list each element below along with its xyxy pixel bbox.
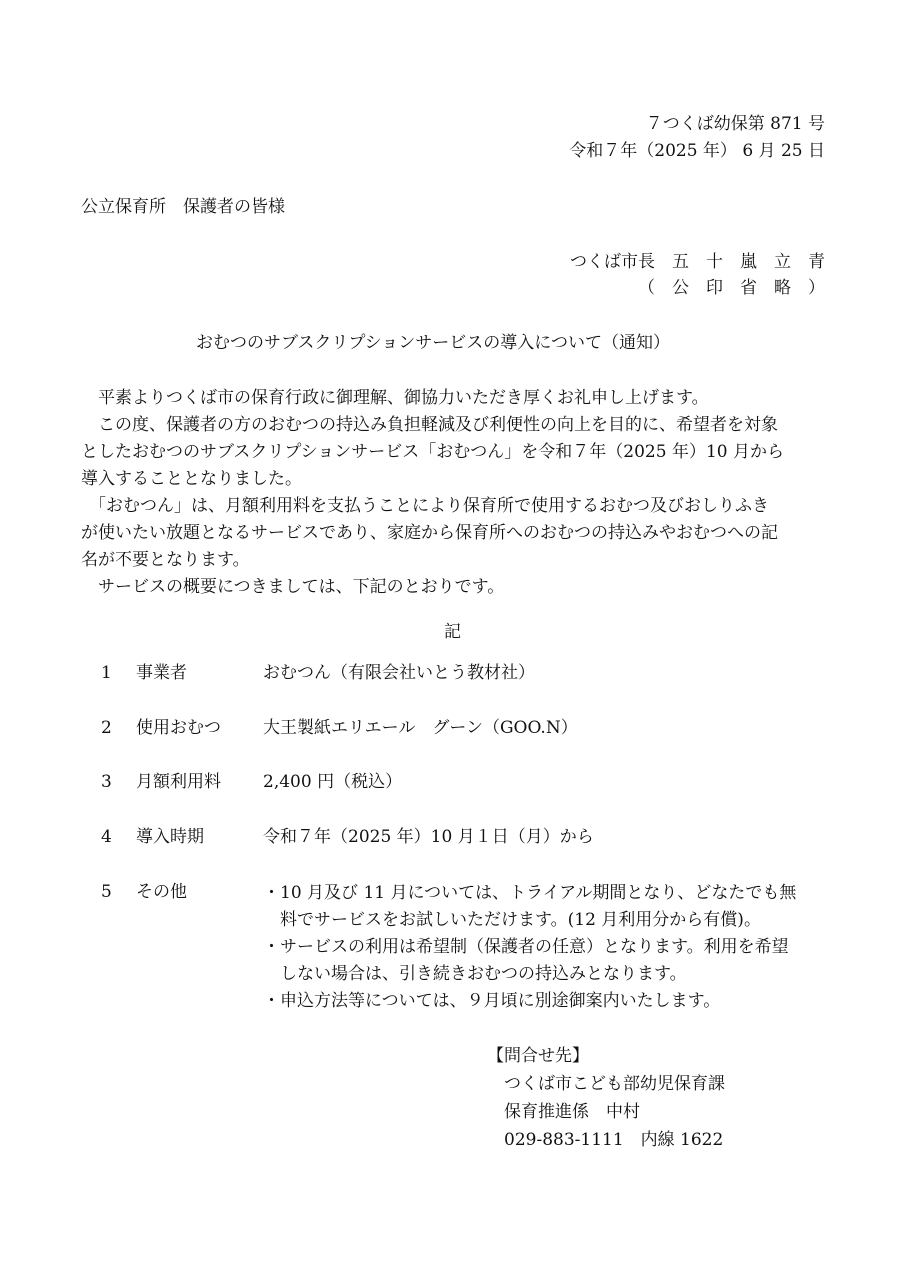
note-line: ・申込方法等については、９月頃に別途御案内いたします。 xyxy=(263,991,721,1011)
paragraph-line: 導入することとなりました。 xyxy=(81,469,302,489)
item-value: 大王製紙エリエール グーン（GOO.N） xyxy=(263,718,578,738)
paragraph-line: 平素よりつくば市の保育行政に御理解、御協力いただき厚くお礼申し上げます。 xyxy=(98,388,709,408)
item-number: 2 xyxy=(101,718,112,738)
paragraph-greeting xyxy=(81,385,826,412)
item-value: 2,400 円（税込） xyxy=(263,772,403,792)
note-line: しない場合は、引き続きおむつの持込みとなります。 xyxy=(263,964,687,984)
item-number: 3 xyxy=(101,772,112,792)
item-label: 導入時期 xyxy=(136,827,204,847)
item-label: 使用おむつ xyxy=(136,718,221,738)
issue-date: 令和７年（2025 年） 6 月 25 日 xyxy=(569,141,825,161)
recipient: 公立保育所 保護者の皆様 xyxy=(81,197,285,217)
item-label: 月額利用料 xyxy=(136,772,221,792)
paragraph-line: サービスの概要につきましては、下記のとおりです。 xyxy=(98,577,505,597)
item-value: 令和７年（2025 年）10 月１日（月）から xyxy=(263,827,594,847)
item-label: 事業者 xyxy=(136,663,187,683)
paragraph-line: 名が不要となります。 xyxy=(81,550,250,570)
sender-name: つくば市長 五 十 嵐 立 青 xyxy=(570,252,825,272)
paragraph-summary-intro xyxy=(81,574,826,601)
item-number: 5 xyxy=(101,882,112,902)
other-notes-list xyxy=(263,880,828,1015)
contact-phone: 029-883-1111 内線 1622 xyxy=(487,1130,724,1150)
paragraph-line: が使いたい放題となるサービスであり、家庭から保育所へのおむつの持込みやおむつへの記 xyxy=(81,523,778,543)
contact-block xyxy=(487,1042,725,1154)
note-line: 料でサービスをお試しいただけます。(12 月利用分から有償)。 xyxy=(263,910,761,930)
item-number: 4 xyxy=(101,827,112,847)
seal-omitted: （ 公 印 省 略 ） xyxy=(638,278,825,298)
document-title: おむつのサブスクリプションサービスの導入について（通知） xyxy=(196,333,670,353)
document-number: ７つくば幼保第 871 号 xyxy=(645,114,825,134)
paragraph-line: この度、保護者の方のおむつの持込み負担軽減及び利便性の向上を目的に、希望者を対象 xyxy=(98,415,778,435)
note-line: ・10 月及び 11 月については、トライアル期間となり、どなたでも無 xyxy=(263,883,797,903)
ki-heading: 記 xyxy=(444,622,461,642)
item-number: 1 xyxy=(101,663,112,683)
contact-department: つくば市こども部幼児保育課 xyxy=(487,1074,725,1094)
paragraph-line: 「おむつん」は、月額利用料を支払うことにより保育所で使用するおむつ及びおしりふき xyxy=(89,496,769,516)
item-label: その他 xyxy=(136,882,187,902)
paragraph-service-description xyxy=(81,493,826,574)
item-value: おむつん（有限会社いとう教材社） xyxy=(263,663,535,683)
paragraph-introduction xyxy=(81,412,826,493)
paragraph-line: としたおむつのサブスクリプションサービス「おむつん」を令和７年（2025 年）10 月から xyxy=(81,442,785,462)
note-line: ・サービスの利用は希望制（保護者の任意）となります。利用を希望 xyxy=(263,937,789,957)
contact-person: 保育推進係 中村 xyxy=(487,1102,640,1122)
contact-heading: 【問合せ先】 xyxy=(487,1046,589,1066)
